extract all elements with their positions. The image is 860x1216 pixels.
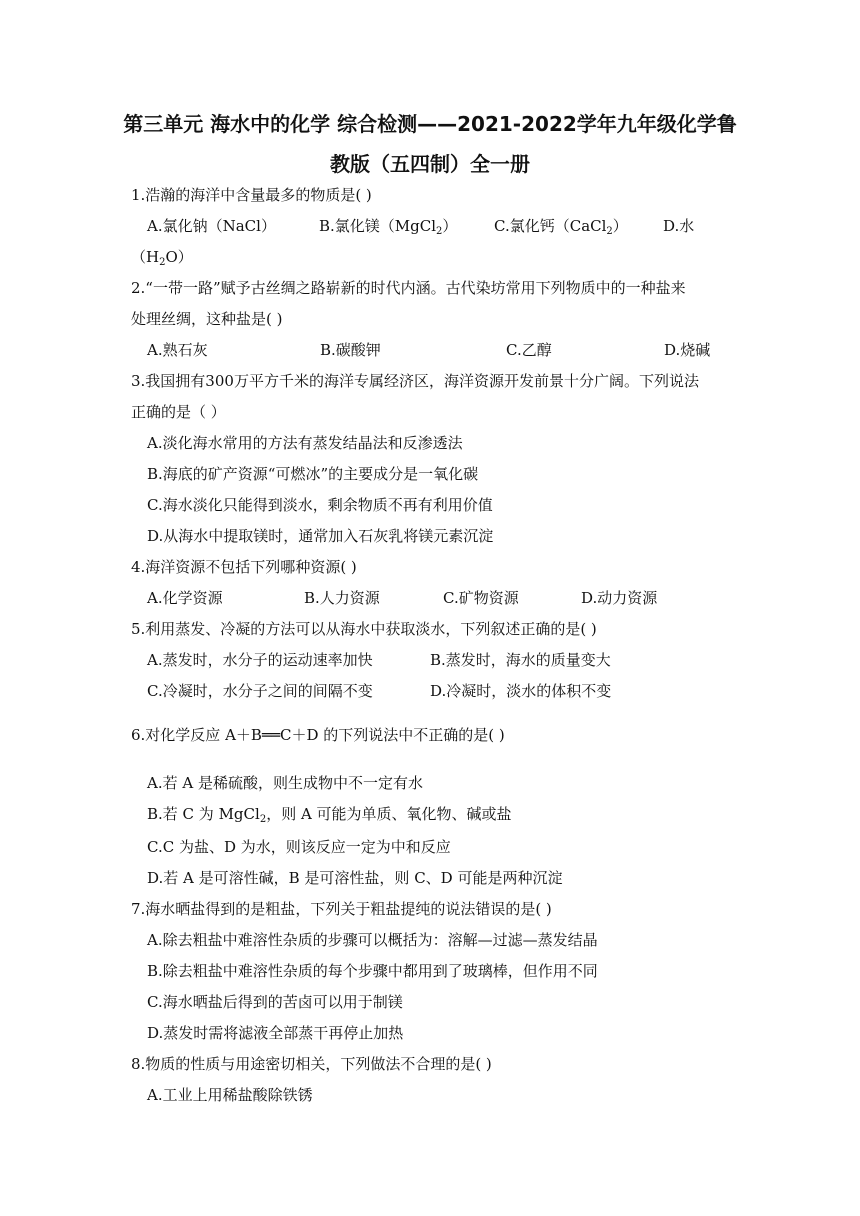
- question-1-option-c: C.氯化钙（CaCl$_2$）: [494, 217, 628, 237]
- question-6-option-a: A.若 A 是稀硫酸，则生成物中不一定有水: [147, 774, 423, 792]
- question-7-option-d: D.蒸发时需将滤液全部蒸干再停止加热: [147, 1024, 404, 1042]
- question-7-option-a: A.除去粗盐中难溶性杂质的步骤可以概括为：溶解—过滤—蒸发结晶: [147, 931, 598, 949]
- document-title-line-2: 教版（五四制）全一册: [330, 152, 530, 176]
- question-1-option-b: B.氯化镁（MgCl$_2$）: [319, 217, 458, 237]
- question-6-option-c: C.C 为盐、D 为水，则该反应一定为中和反应: [147, 838, 451, 856]
- question-3-stem-line-2: 正确的是（ ）: [131, 403, 226, 421]
- question-3-option-d: D.从海水中提取镁时，通常加入石灰乳将镁元素沉淀: [147, 527, 494, 545]
- question-5-option-b: B.蒸发时，海水的质量变大: [430, 651, 611, 669]
- question-3-option-a: A.淡化海水常用的方法有蒸发结晶法和反渗透法: [147, 434, 463, 452]
- question-1-option-d: D.水: [663, 217, 695, 235]
- question-5-stem: 5.利用蒸发、冷凝的方法可以从海水中获取淡水，下列叙述正确的是( ): [131, 620, 597, 638]
- question-2-stem-line-2: 处理丝绸，这种盐是( ): [131, 310, 283, 328]
- question-3-stem-line-1: 3.我国拥有300万平方千米的海洋专属经济区，海洋资源开发前景十分广阔。下列说法: [131, 372, 699, 390]
- question-4-option-c: C.矿物资源: [443, 589, 519, 607]
- question-4-option-a: A.化学资源: [147, 589, 223, 607]
- question-2-stem-line-1: 2.“一带一路”赋予古丝绸之路崭新的时代内涵。古代染坊常用下列物质中的一种盐来: [131, 279, 686, 297]
- question-2-option-a: A.熟石灰: [147, 341, 208, 359]
- question-6-stem: 6.对化学反应 A＋B══C＋D 的下列说法中不正确的是( ): [131, 726, 505, 744]
- question-7-option-b: B.除去粗盐中难溶性杂质的每个步骤中都用到了玻璃棒，但作用不同: [147, 962, 598, 980]
- question-8-option-a: A.工业上用稀盐酸除铁锈: [147, 1086, 313, 1104]
- question-5-option-d: D.冷凝时，淡水的体积不变: [430, 682, 612, 700]
- question-6-option-b: B.若 C 为 MgCl$_2$，则 A 可能为单质、氧化物、碱或盐: [147, 805, 512, 825]
- question-7-option-c: C.海水晒盐后得到的苦卤可以用于制镁: [147, 993, 403, 1011]
- question-6-option-d: D.若 A 是可溶性碱，B 是可溶性盐，则 C、D 可能是两种沉淀: [147, 869, 563, 887]
- question-3-option-b: B.海底的矿产资源“可燃冰”的主要成分是一氧化碳: [147, 465, 479, 483]
- question-5-option-c: C.冷凝时，水分子之间的间隔不变: [147, 682, 373, 700]
- question-7-stem: 7.海水晒盐得到的是粗盐，下列关于粗盐提纯的说法错误的是( ): [131, 900, 552, 918]
- question-8-stem: 8.物质的性质与用途密切相关，下列做法不合理的是( ): [131, 1055, 492, 1073]
- question-4-option-b: B.人力资源: [304, 589, 380, 607]
- question-1-option-a: A.氯化钠（NaCl）: [147, 217, 276, 235]
- question-2-option-b: B.碳酸钾: [320, 341, 381, 359]
- document-title-line-1: 第三单元 海水中的化学 综合检测——2021-2022学年九年级化学鲁: [123, 112, 737, 136]
- question-2-option-c: C.乙醇: [506, 341, 552, 359]
- question-1-stem: 1.浩瀚的海洋中含量最多的物质是( ): [131, 186, 372, 204]
- question-2-option-d: D.烧碱: [664, 341, 711, 359]
- question-4-stem: 4.海洋资源不包括下列哪种资源( ): [131, 558, 357, 576]
- question-1-option-d-continued: $(H_2O)$: [131, 248, 193, 268]
- question-4-option-d: D.动力资源: [581, 589, 658, 607]
- question-5-option-a: A.蒸发时，水分子的运动速率加快: [147, 651, 373, 669]
- question-3-option-c: C.海水淡化只能得到淡水，剩余物质不再有利用价值: [147, 496, 493, 514]
